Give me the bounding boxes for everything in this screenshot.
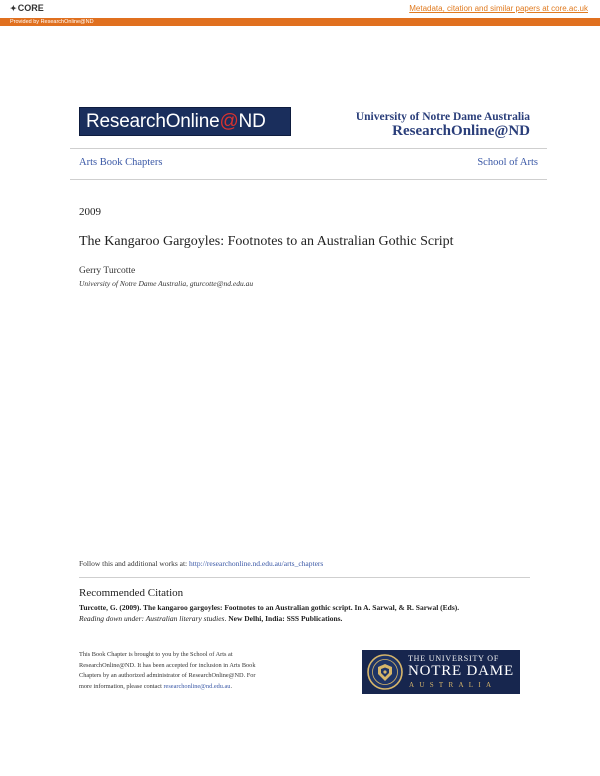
notice-line-2: ResearchOnline@ND. It has been accepted for inclusion in Arts Book [79, 661, 256, 669]
core-logo[interactable]: ✦CORE [10, 3, 44, 13]
provided-by-text: Provided by ResearchOnline@ND [10, 19, 94, 25]
university-name[interactable]: University of Notre Dame Australia [355, 111, 530, 123]
author-name: Gerry Turcotte [79, 266, 136, 276]
notice-paragraph [79, 650, 294, 692]
notice-line-4-suffix: . [230, 682, 233, 690]
follow-prefix: Follow this and additional works at: [79, 559, 189, 568]
contact-email-link[interactable]: researchonline@nd.edu.au [163, 682, 231, 690]
notice-line-1: This Book Chapter is brought to you by the School of Arts at [79, 651, 233, 658]
und-logo-line-2: NOTRE DAME [408, 663, 514, 679]
provided-by-bar [0, 18, 600, 26]
follow-works-line [79, 559, 323, 568]
author-affiliation: University of Notre Dame Australia, gturcotte@nd.edu.au [79, 279, 254, 288]
follow-works-link[interactable]: http://researchonline.nd.edu.au/arts_chapters [189, 559, 324, 568]
und-logo-line-1: THE UNIVERSITY OF [408, 654, 500, 663]
notice-line-4 [79, 682, 294, 693]
researchonline-logo[interactable] [79, 107, 291, 136]
core-top-bar [0, 0, 600, 18]
und-logo-line-3: AUSTRALIA [409, 681, 497, 689]
recommended-citation-heading: Recommended Citation [79, 587, 184, 599]
core-swoosh-icon: ✦ [10, 4, 17, 13]
logo-at-text: @ [219, 111, 239, 132]
core-metadata-link[interactable]: Metadata, citation and similar papers at core.ac.uk [409, 4, 588, 13]
notice-line-3: Chapters by an authorized administrator of ResearchOnline@ND. For [79, 672, 256, 679]
citation-line-1: Turcotte, G. (2009). The kangaroo gargoyles: Footnotes to an Australian gothic script. In A. Sarwal, & R. Sarwal (Eds). [79, 603, 460, 612]
university-seal-icon [367, 654, 403, 690]
document-title: The Kangaroo Gargoyles: Footnotes to an Australian Gothic Script [79, 234, 454, 249]
logo-main-text: ResearchOnline [86, 111, 220, 132]
divider-citation [79, 577, 530, 578]
publication-year: 2009 [79, 206, 101, 218]
citation-publisher: New Delhi, India: SSS Publications. [228, 614, 343, 623]
citation-book-title: Reading down under: Australian literary studies [79, 614, 225, 623]
divider-nav [70, 179, 547, 180]
citation-line-2 [79, 614, 342, 623]
logo-nd-text: ND [238, 111, 266, 132]
nav-arts-book-chapters-link[interactable]: Arts Book Chapters [79, 157, 163, 168]
notice-line-4-prefix: more information, please contact [79, 682, 164, 690]
repository-name[interactable]: ResearchOnline@ND [392, 123, 530, 139]
nav-school-of-arts-link[interactable]: School of Arts [477, 157, 538, 168]
citation-separator: . [224, 614, 229, 623]
university-notre-dame-logo[interactable] [362, 650, 520, 694]
divider-top [70, 148, 547, 149]
